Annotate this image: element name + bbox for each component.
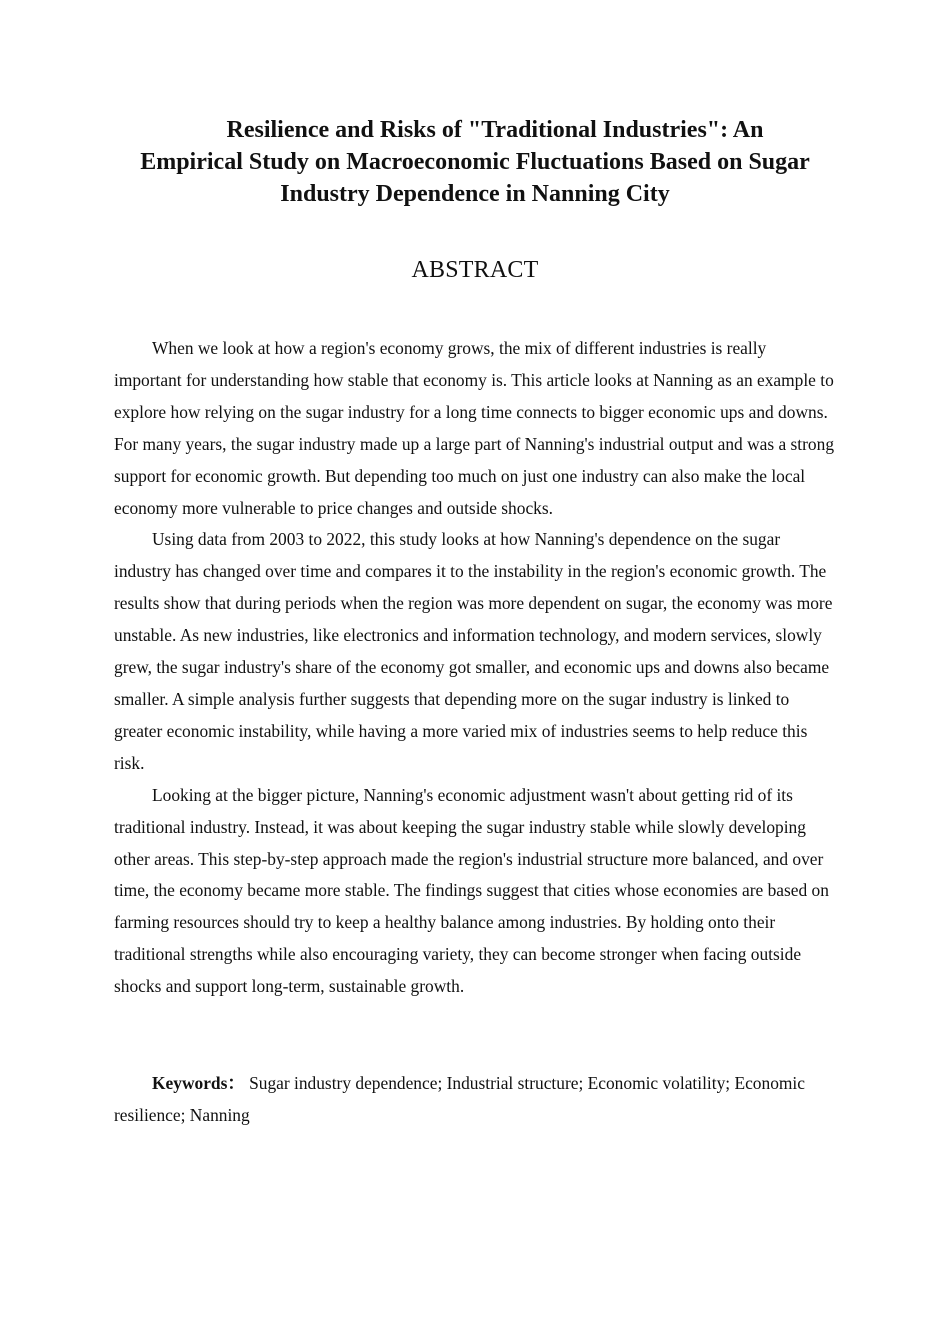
keywords-label: Keywords： xyxy=(152,1073,245,1093)
abstract-heading: ABSTRACT xyxy=(411,257,539,283)
keywords-line xyxy=(114,1068,838,1132)
abstract-paragraph-3: Looking at the bigger picture, Nanning's economic adjustment wasn't about getting rid of its traditional industry. Instead, it was about keeping the sugar industry stable while slowly developing other areas. This step-by-step approach made the region's industrial structure more balanced, and over time, the economy became more stable. The findings suggest that cities whose economies are based on farming resources should try to keep a healthy balance among industries. By holding onto their traditional strengths while also encouraging variety, they can become stronger when facing outside shocks and support long-term, sustainable growth. xyxy=(114,784,829,997)
abstract-body xyxy=(114,333,838,1003)
keywords-text: Sugar industry dependence; Industrial structure; Economic volatility; Economic resilience; Nanning xyxy=(114,1073,805,1125)
abstract-paragraph-1: When we look at how a region's economy grows, the mix of different industries is really important for understanding how stable that economy is. This article looks at Nanning as an example to explore how relying on the sugar industry for a long time connects to bigger economic ups and downs. For many years, the sugar industry made up a large part of Nanning's industrial output and was a strong support for economic growth. But depending too much on just one industry can also make the local economy more vulnerable to price changes and outside shocks. xyxy=(114,338,835,518)
title-line-1: Resilience and Risks of "Traditional Industries": An xyxy=(226,117,764,143)
abstract-paragraph-2: Using data from 2003 to 2022, this study looks at how Nanning's dependence on the sugar industry has changed over time and compares it to the instability in the region's economic growth. The results show that during periods when the region was more dependent on sugar, the economy was more unstable. As new industries, like electronics and information technology, and modern services, slowly grew, the sugar industry's share of the economy got smaller, and economic ups and downs also became smaller. A simple analysis further suggests that depending more on the sugar industry is linked to greater economic instability, while having a more varied mix of industries seems to help reduce this risk. xyxy=(114,529,833,773)
title-line-2: Empirical Study on Macroeconomic Fluctuations Based on Sugar xyxy=(140,149,810,175)
title-line-3: Industry Dependence in Nanning City xyxy=(280,181,670,207)
paper-title xyxy=(112,114,838,210)
